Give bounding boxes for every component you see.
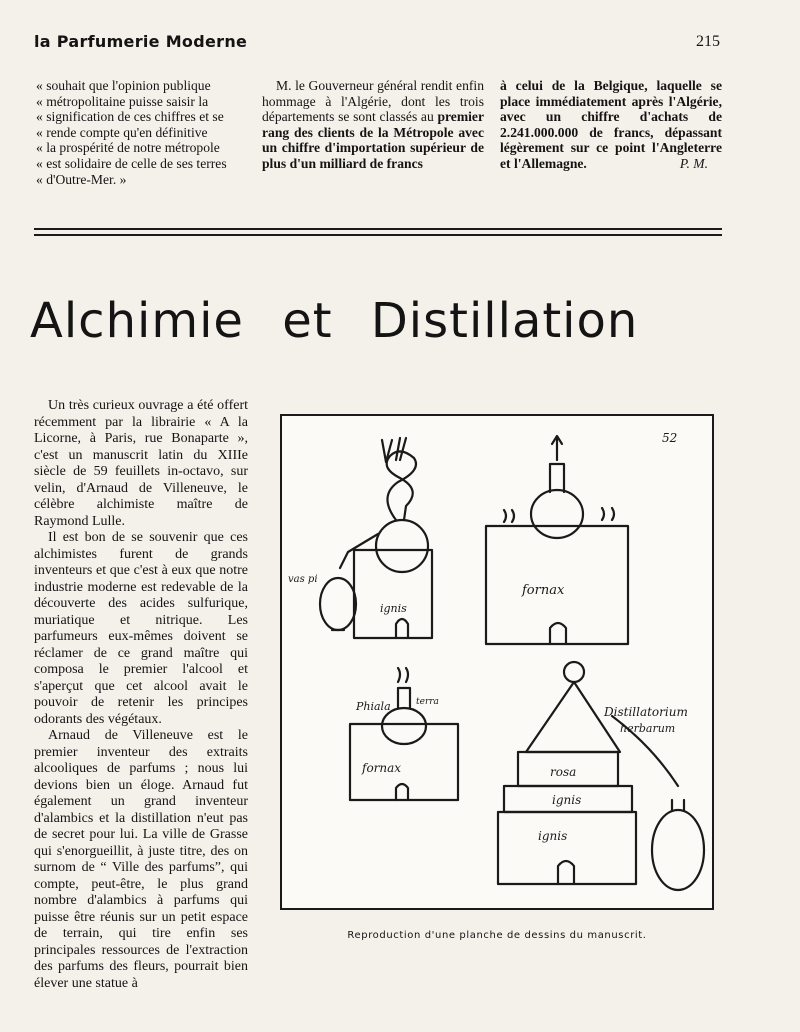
article-paragraph: Arnaud de Villeneuve est le premier inventeur des extraits alcooliques de parfums ; nous lui devions bien un éloge. Arnaud fut également un grand inventeur d'alambics et la distillation n'eut pas de secret pour lui. La ville de Grasse qui s'enorgueillit, à juste titre, des on surnom de “ Ville des parfums”, qui compte, peut-être, le plus grand nombre d'alambics à parfums qui puisse être réunis sur un petit espace de terrain, qui tire enfin ses principales ressources de l'extraction des parfums des fleurs, pourrait bien élever une statue à — [34, 728, 248, 991]
label-phiala: Phiala — [356, 700, 391, 713]
column-3-text: à celui de la Belgique, laquelle se place immédiatement après l'Algérie, avec un chiffre d'achats de 2.241.000.000 de francs, dépassant légèrement sur ce point l'Angleterre et l'Allemagne. — [500, 78, 722, 171]
phiala-furnace-drawing — [350, 668, 458, 800]
label-ignis-3: ignis — [538, 829, 568, 843]
label-fornax-1: fornax — [522, 583, 565, 598]
quote-line: « d'Outre-Mer. » — [36, 171, 127, 187]
label-ignis-1: ignis — [380, 602, 407, 615]
distillatorium-drawing — [498, 662, 704, 890]
author-signature: P. M. — [679, 155, 708, 171]
page-number: 215 — [696, 33, 720, 50]
quote-line: « métropolitaine puisse saisir la — [36, 93, 209, 109]
alembic-drawings — [282, 416, 712, 908]
folio-number: 52 — [662, 431, 678, 445]
running-title: la Parfumerie Moderne — [34, 32, 248, 51]
article-title: Alchimie et Distillation — [30, 293, 639, 349]
label-ignis-2: ignis — [552, 793, 582, 807]
column-2-bold: premier rang des clients de la Métropole avec un chiffre d'importation supérieur de plus d'un milliard de francs — [262, 109, 484, 171]
label-rosa: rosa — [550, 765, 577, 779]
quote-line: « la prospérité de notre métropole — [36, 140, 220, 156]
label-distillatorium: Distillatorium — [604, 705, 688, 719]
label-vas: vas pi — [288, 574, 318, 585]
previous-article-column-3 — [500, 78, 722, 172]
quote-line: « rende compte qu'en définitive — [36, 124, 208, 140]
article-body — [34, 398, 248, 992]
figure-caption: Reproduction d'une planche de dessins du manuscrit. — [347, 930, 647, 941]
article-paragraph: Un très curieux ouvrage a été offert récemment par la librairie « A la Licorne, à Paris, rue Bonaparte », c'est un manuscrit latin du XIIIe siècle de 59 feuillets in-octavo, sur velin, d'Arnaud de Villeneuve, le célèbre alchimiste maître de Raymond Lulle. — [34, 398, 248, 529]
label-terra: terra — [416, 697, 439, 707]
divider-rule-top — [34, 228, 722, 230]
quote-line: « signification de ces chiffres et se — [36, 109, 224, 125]
quote-line: « souhait que l'opinion publique — [36, 78, 211, 93]
label-herbarum: herbarum — [620, 722, 676, 735]
column-2-lead: M. le Gouverneur général rendit enfin hommage à l'Algérie, dont les trois départements se sont classés au — [262, 78, 484, 125]
label-fornax-2: fornax — [362, 761, 402, 775]
article-paragraph: Il est bon de se souvenir que ces alchimistes furent de grands inventeurs et que c'est à eux que notre industrie moderne est redevable de la découverte des acides sulfurique, muriatique et nitrique. Les parfumeurs eux-mêmes doivent se réclamer de ce grand maître qui composa le premier l'alcool et s'aperçut que cet alcool avait le pouvoir de retenir les principes odorants des végétaux. — [34, 530, 248, 727]
quote-line: « est solidaire de celle de ses terres — [36, 155, 227, 171]
flask-furnace-drawing — [486, 436, 628, 644]
divider-rule-bottom — [34, 234, 722, 236]
manuscript-plate — [280, 414, 714, 910]
serpent-still-drawing — [320, 438, 432, 638]
previous-article-column-1 — [36, 78, 248, 187]
previous-article-column-2 — [262, 78, 484, 172]
